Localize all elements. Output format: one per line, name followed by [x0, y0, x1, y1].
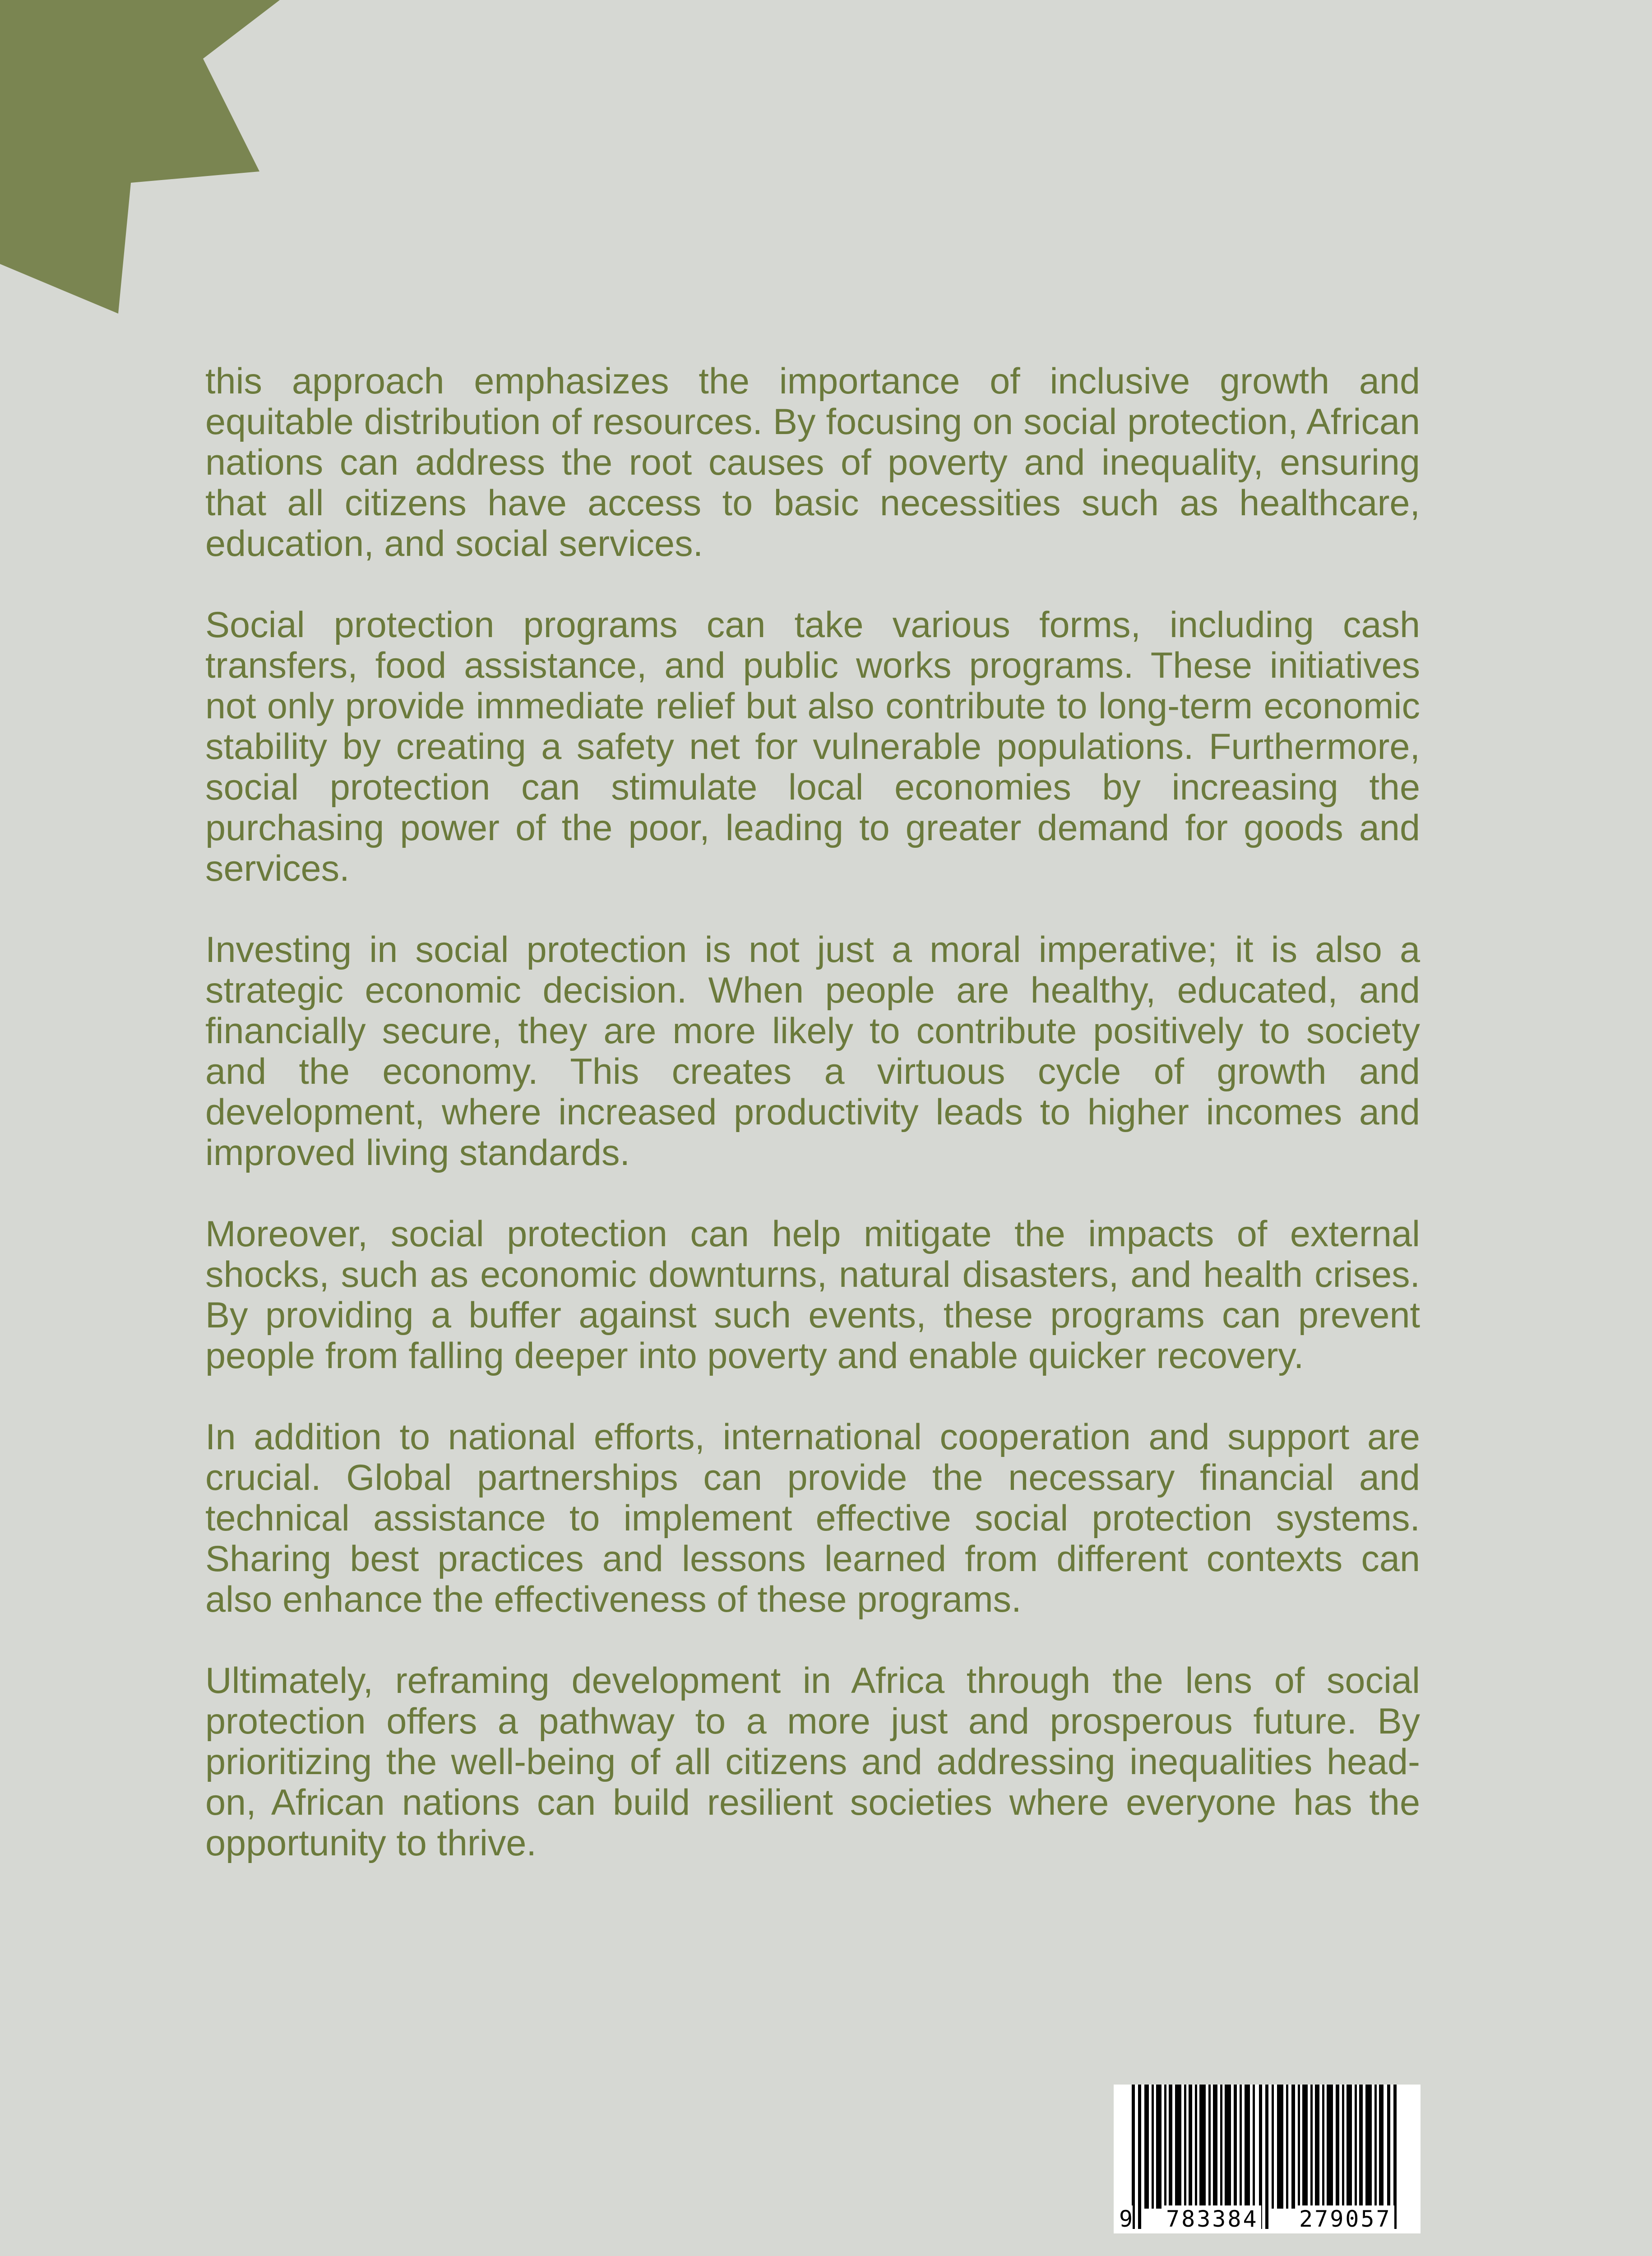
paragraph-4: Moreover, social protection can help mitigate the impacts of external shocks, such as economic downturns, natural disasters, and health crises. By providing a buffer against such events, these programs can prevent people from falling deeper into poverty and enable quicker recovery. — [205, 1214, 1420, 1376]
back-cover-text — [205, 361, 1420, 1904]
corner-star-decoration — [0, 0, 316, 325]
paragraph-1: this approach emphasizes the importance of inclusive growth and equitable distribution of resources. By focusing on social protection, African nations can address the root causes of poverty and inequality, ensuring that all citizens have access to basic necessities such as healthcare, education, and social services. — [205, 361, 1420, 564]
paragraph-3: Investing in social protection is not just a moral imperative; it is also a strategic economic decision. When people are healthy, educated, and financially secure, they are more likely to contribute positively to society and the economy. This creates a virtuous cycle of growth and development, where increased productivity leads to higher incomes and improved living standards. — [205, 929, 1420, 1173]
isbn-barcode — [1114, 2085, 1421, 2233]
paragraph-2: Social protection programs can take various forms, including cash transfers, food assistance, and public works programs. These initiatives not only provide immediate relief but also contribute to long-term economic stability by creating a safety net for vulnerable populations. Furthermore, social protection can stimulate local economies by increasing the purchasing power of the poor, leading to greater demand for goods and services. — [205, 605, 1420, 889]
barcode-digits — [1114, 2205, 1421, 2233]
barcode-right-group: 279057 — [1296, 2205, 1394, 2233]
paragraph-5: In addition to national efforts, international cooperation and support are crucial. Global partnerships can provide the necessary financial and technical assistance to implement effective social protection systems. Sharing best practices and lessons learned from different contexts can also enhance the effectiveness of these programs. — [205, 1417, 1420, 1620]
barcode-left-group: 783384 — [1163, 2205, 1261, 2233]
barcode-first-digit: 9 — [1119, 2206, 1133, 2232]
paragraph-6: Ultimately, reframing development in Africa through the lens of social protection offers a pathway to a more just and prosperous future. By prioritizing the well-being of all citizens and addressing inequalities head-on, African nations can build resilient societies where everyone has the opportunity to thrive. — [205, 1660, 1420, 1863]
corner-star-shape — [0, 0, 280, 314]
